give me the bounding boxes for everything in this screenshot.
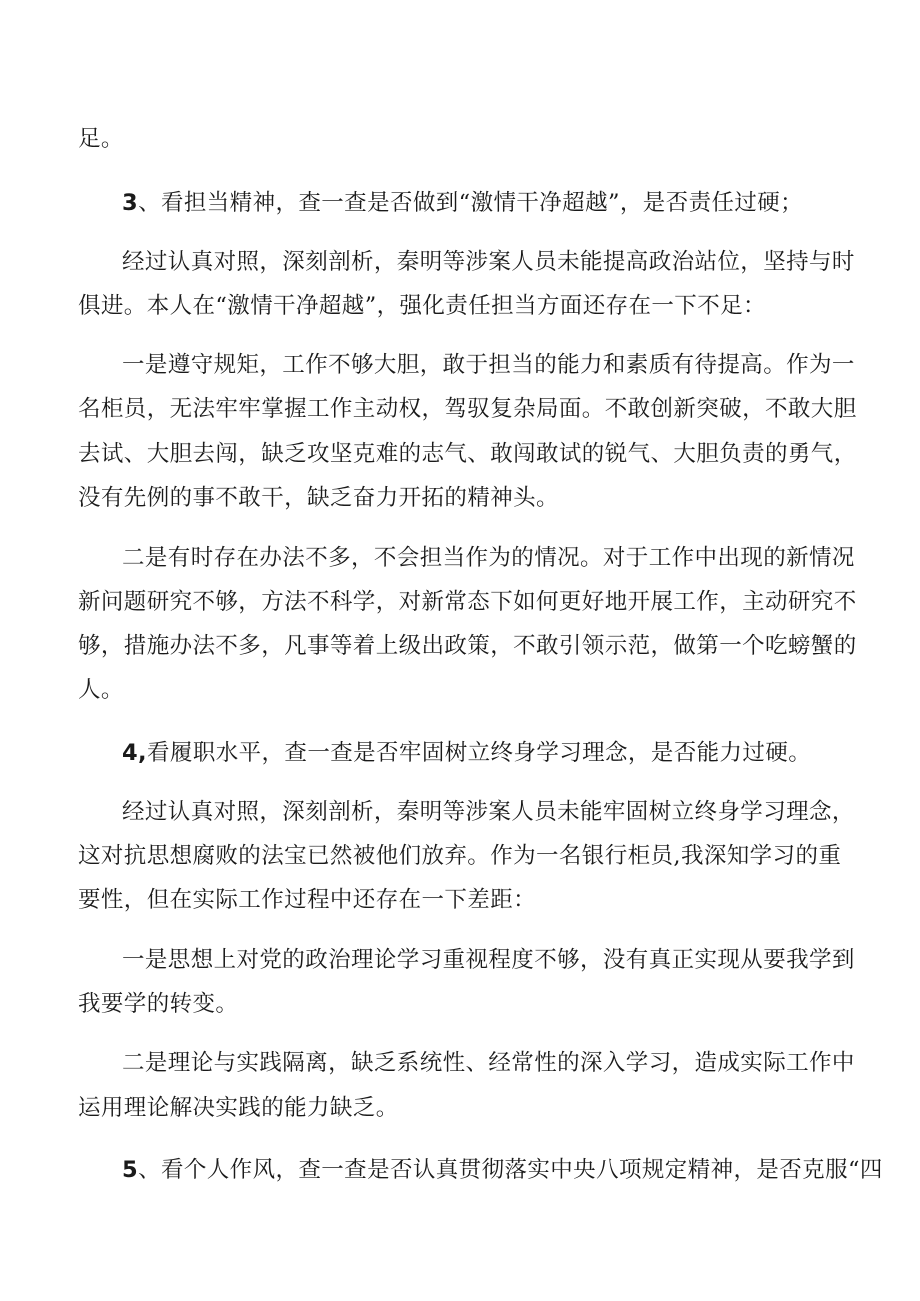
- text-line: 二是理论与实践隔离，缺乏系统性、经常性的深入学习，造成实际工作中: [122, 1050, 855, 1076]
- text-line: 我要学的转变。: [78, 991, 239, 1017]
- section-number: 3: [122, 190, 139, 216]
- text-line: 这对抗思想腐败的法宝已然被他们放弃。作为一名银行柜员,我深知学习的重: [78, 843, 842, 869]
- section-heading-text: 、看个人作风，查一查是否认真贯彻落实中央八项规定精神，是否克服“四: [138, 1157, 883, 1183]
- text-line: 没有先例的事不敢干，缺乏奋力开拓的精神头。: [78, 485, 559, 511]
- text-line: 一是思想上对党的政治理论学习重视程度不够，没有真正实现从要我学到: [122, 947, 855, 973]
- section-heading: [122, 1155, 883, 1185]
- section-number: 4,: [122, 740, 148, 766]
- text-line: 人。: [78, 677, 124, 703]
- text-line: 二是有时存在办法不多，不会担当作为的情况。对于工作中出现的新情况: [122, 545, 855, 571]
- text-line: 经过认真对照，深刻剖析，秦明等涉案人员未能提高政治站位，坚持与时: [122, 249, 855, 275]
- text-line: 够，措施办法不多，凡事等着上级出政策，不敢引领示范，做第一个吃螃蟹的: [78, 633, 857, 659]
- text-line: 经过认真对照，深刻剖析，秦明等涉案人员未能牢固树立终身学习理念，: [122, 799, 855, 825]
- section-number: 5: [122, 1157, 139, 1183]
- text-line: 运用理论解决实践的能力缺乏。: [78, 1095, 399, 1121]
- text-line: 要性，但在实际工作过程中还存在一下差距：: [78, 887, 537, 913]
- text-line: 一是遵守规矩，工作不够大胆，敢于担当的能力和素质有待提高。作为一: [122, 352, 855, 378]
- text-line: 足。: [78, 126, 124, 152]
- text-line: 去试、大胆去闯，缺乏攻坚克难的志气、敢闯敢试的锐气、大胆负责的勇气，: [78, 441, 857, 467]
- section-heading: [122, 188, 860, 218]
- section-heading-text: 看履职水平，查一查是否牢固树立终身学习理念，是否能力过硬。: [147, 740, 812, 766]
- section-heading: [122, 738, 860, 768]
- text-line: 俱进。本人在“激情干净超越”，强化责任担当方面还存在一下不足：: [78, 293, 766, 319]
- text-line: 名柜员，无法牢牢掌握工作主动权，驾驭复杂局面。不敢创新突破，不敢大胆: [78, 396, 857, 422]
- section-heading-text: 、看担当精神，查一查是否做到“激情干净超越”，是否责任过硬；: [138, 190, 804, 216]
- text-line: 新问题研究不够，方法不科学，对新常态下如何更好地开展工作，主动研究不: [78, 589, 857, 615]
